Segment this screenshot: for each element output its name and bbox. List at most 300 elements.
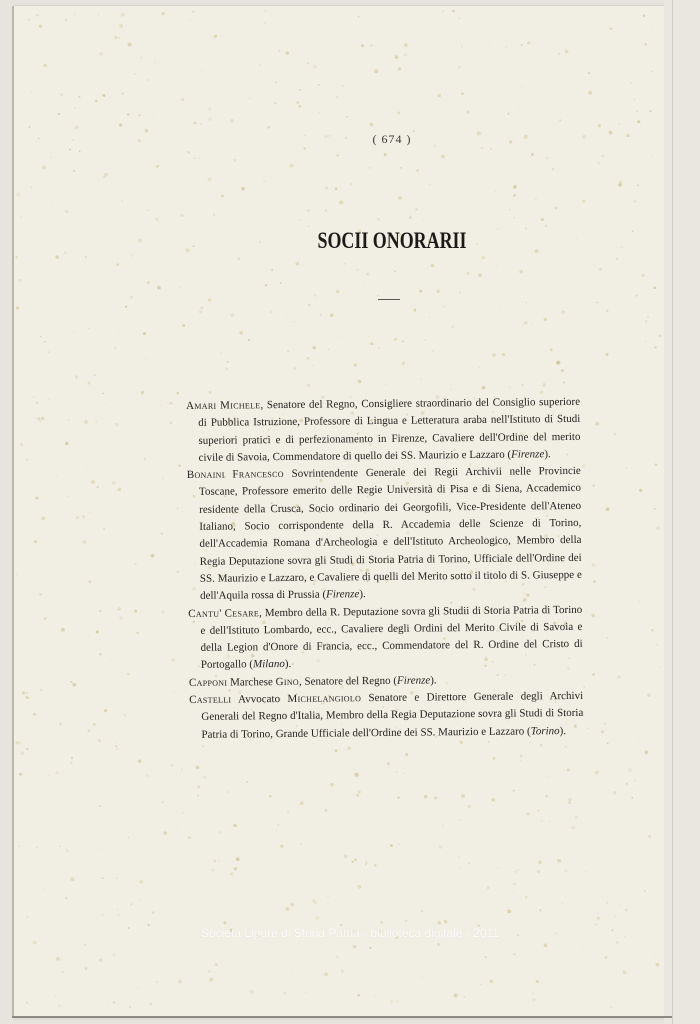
foxing-spot xyxy=(248,339,250,341)
foxing-spot xyxy=(460,867,461,868)
foxing-spot xyxy=(213,860,216,863)
foxing-spot xyxy=(39,593,42,596)
foxing-spot xyxy=(509,209,511,211)
foxing-spot xyxy=(252,167,253,168)
foxing-spot xyxy=(211,869,214,872)
foxing-spot xyxy=(307,62,309,64)
foxing-spot xyxy=(219,830,223,834)
foxing-spot xyxy=(313,900,315,902)
foxing-spot xyxy=(444,306,445,307)
foxing-spot xyxy=(513,217,515,219)
foxing-spot xyxy=(620,905,621,906)
foxing-spot xyxy=(409,216,412,219)
foxing-spot xyxy=(542,855,543,856)
member-entry-castelli xyxy=(189,688,584,744)
foxing-spot xyxy=(610,27,613,30)
foxing-spot xyxy=(279,50,281,52)
foxing-spot xyxy=(452,10,455,13)
foxing-spot xyxy=(582,200,586,204)
foxing-spot xyxy=(313,346,316,349)
foxing-spot xyxy=(616,267,617,268)
foxing-spot xyxy=(655,1001,656,1002)
foxing-spot xyxy=(631,797,633,799)
foxing-spot xyxy=(194,122,197,125)
foxing-spot xyxy=(144,458,146,460)
foxing-spot xyxy=(241,187,245,191)
foxing-spot xyxy=(36,71,37,72)
foxing-spot xyxy=(396,1000,398,1002)
foxing-spot xyxy=(568,801,571,804)
foxing-spot xyxy=(482,256,485,259)
foxing-spot xyxy=(370,342,373,345)
foxing-spot xyxy=(56,255,59,258)
foxing-spot xyxy=(467,329,468,330)
foxing-spot xyxy=(630,82,632,84)
foxing-spot xyxy=(531,324,532,325)
foxing-spot xyxy=(136,632,139,635)
foxing-spot xyxy=(525,755,527,757)
foxing-spot xyxy=(374,864,377,867)
foxing-spot xyxy=(419,290,422,293)
foxing-spot xyxy=(369,947,371,949)
foxing-spot xyxy=(294,321,295,322)
foxing-spot xyxy=(88,635,89,636)
foxing-spot xyxy=(33,941,37,945)
foxing-spot xyxy=(95,772,96,773)
foxing-spot xyxy=(424,795,428,799)
foxing-spot xyxy=(384,153,387,156)
foxing-spot xyxy=(442,11,444,13)
foxing-spot xyxy=(644,890,646,892)
foxing-spot xyxy=(19,846,21,848)
foxing-spot xyxy=(582,948,583,949)
foxing-spot xyxy=(536,980,539,983)
foxing-spot xyxy=(66,849,69,852)
foxing-spot xyxy=(355,832,356,833)
foxing-spot xyxy=(520,760,522,762)
foxing-spot xyxy=(563,381,565,383)
foxing-spot xyxy=(539,909,542,912)
foxing-spot xyxy=(619,123,620,124)
foxing-spot xyxy=(515,374,516,375)
foxing-spot xyxy=(336,290,339,293)
foxing-spot xyxy=(415,209,417,211)
foxing-spot xyxy=(377,295,379,297)
member-surname: Capponi xyxy=(188,676,228,689)
foxing-spot xyxy=(617,675,620,678)
foxing-spot xyxy=(561,369,564,372)
foxing-spot xyxy=(565,869,568,872)
foxing-spot xyxy=(637,120,640,123)
foxing-spot xyxy=(291,969,292,970)
foxing-spot xyxy=(265,284,267,286)
foxing-spot xyxy=(127,837,129,839)
foxing-spot xyxy=(68,419,70,421)
foxing-spot xyxy=(571,826,574,829)
foxing-spot xyxy=(208,117,211,120)
foxing-spot xyxy=(441,155,445,159)
foxing-spot xyxy=(308,304,310,306)
foxing-spot xyxy=(312,743,314,745)
foxing-spot xyxy=(174,691,175,692)
foxing-spot xyxy=(98,15,99,16)
foxing-spot xyxy=(398,67,402,71)
foxing-spot xyxy=(550,348,553,351)
foxing-spot xyxy=(642,274,645,277)
foxing-spot xyxy=(545,795,548,798)
foxing-spot xyxy=(277,824,279,826)
foxing-spot xyxy=(496,265,497,266)
foxing-spot xyxy=(313,901,316,904)
member-entry-end: ). xyxy=(559,724,567,737)
foxing-spot xyxy=(16,574,17,575)
foxing-spot xyxy=(15,741,19,745)
foxing-spot xyxy=(458,856,459,857)
foxing-spot xyxy=(119,24,123,28)
foxing-spot xyxy=(130,296,132,298)
foxing-spot xyxy=(341,970,344,973)
member-entry-bonaini xyxy=(187,463,582,605)
foxing-spot xyxy=(521,384,523,386)
foxing-spot xyxy=(648,835,651,838)
foxing-spot xyxy=(139,114,141,116)
foxing-spot xyxy=(394,270,396,272)
foxing-spot xyxy=(526,302,528,304)
foxing-spot xyxy=(88,580,91,583)
foxing-spot xyxy=(65,19,67,21)
foxing-spot xyxy=(492,798,496,802)
foxing-spot xyxy=(233,159,236,162)
foxing-spot xyxy=(264,10,266,12)
member-list xyxy=(186,394,584,744)
foxing-spot xyxy=(350,183,353,186)
foxing-spot xyxy=(643,15,645,17)
foxing-spot xyxy=(347,747,350,750)
foxing-spot xyxy=(637,184,639,186)
foxing-spot xyxy=(78,96,80,98)
foxing-spot xyxy=(610,1007,612,1009)
foxing-spot xyxy=(127,113,130,116)
foxing-spot xyxy=(325,186,328,189)
foxing-spot xyxy=(589,644,590,645)
foxing-spot xyxy=(515,871,517,873)
foxing-spot xyxy=(153,114,154,115)
foxing-spot xyxy=(202,745,204,747)
foxing-spot xyxy=(234,824,237,827)
foxing-spot xyxy=(182,511,183,512)
foxing-spot xyxy=(599,268,602,271)
foxing-spot xyxy=(354,363,357,366)
foxing-spot xyxy=(649,110,651,112)
foxing-spot xyxy=(203,776,206,779)
foxing-spot xyxy=(149,1003,152,1006)
foxing-spot xyxy=(16,306,19,309)
foxing-spot xyxy=(178,464,181,467)
foxing-spot xyxy=(102,914,104,916)
foxing-spot xyxy=(437,943,440,946)
foxing-spot xyxy=(143,332,146,335)
foxing-spot xyxy=(36,14,38,16)
foxing-spot xyxy=(328,349,330,351)
foxing-spot xyxy=(365,861,368,864)
foxing-spot xyxy=(131,255,133,257)
foxing-spot xyxy=(65,442,68,445)
foxing-spot xyxy=(527,41,530,44)
foxing-spot xyxy=(95,864,96,865)
foxing-spot xyxy=(58,1005,60,1007)
foxing-spot xyxy=(607,637,609,639)
foxing-spot xyxy=(565,746,566,747)
foxing-spot xyxy=(160,405,161,406)
foxing-spot xyxy=(644,43,647,46)
foxing-spot xyxy=(285,907,289,911)
foxing-spot xyxy=(429,317,430,318)
foxing-spot xyxy=(307,357,310,360)
foxing-spot xyxy=(366,273,369,276)
foxing-spot xyxy=(405,920,408,923)
foxing-spot xyxy=(512,891,513,892)
foxing-spot xyxy=(521,86,522,87)
foxing-spot xyxy=(637,738,638,739)
foxing-spot xyxy=(654,346,656,348)
foxing-spot xyxy=(325,209,327,211)
foxing-spot xyxy=(75,125,79,129)
foxing-spot xyxy=(162,801,164,803)
foxing-spot xyxy=(546,775,547,776)
foxing-spot xyxy=(636,110,638,112)
foxing-spot xyxy=(80,655,81,656)
foxing-spot xyxy=(339,200,343,204)
foxing-spot xyxy=(87,466,88,467)
foxing-spot xyxy=(56,475,57,476)
foxing-spot xyxy=(96,630,99,633)
foxing-spot xyxy=(480,984,482,986)
foxing-spot xyxy=(479,367,480,368)
foxing-spot xyxy=(208,178,212,182)
foxing-spot xyxy=(467,272,470,275)
foxing-spot xyxy=(114,347,116,349)
member-given-name: Gino xyxy=(275,675,300,688)
foxing-spot xyxy=(651,629,654,632)
foxing-spot xyxy=(55,996,57,998)
foxing-spot xyxy=(157,286,161,290)
foxing-spot xyxy=(111,65,112,66)
foxing-spot xyxy=(155,62,156,63)
foxing-spot xyxy=(26,692,28,694)
foxing-spot xyxy=(497,868,498,869)
foxing-spot xyxy=(86,745,87,746)
foxing-spot xyxy=(304,147,306,149)
foxing-spot xyxy=(614,433,617,436)
foxing-spot xyxy=(626,312,627,313)
foxing-spot xyxy=(26,1002,27,1003)
foxing-spot xyxy=(85,256,87,258)
foxing-spot xyxy=(178,980,182,984)
foxing-spot xyxy=(387,78,388,79)
foxing-spot xyxy=(416,169,419,172)
foxing-spot xyxy=(604,723,606,725)
foxing-spot xyxy=(284,992,286,994)
foxing-spot xyxy=(450,389,451,390)
foxing-spot xyxy=(575,816,578,819)
foxing-spot xyxy=(591,614,595,618)
member-surname: Bonaini xyxy=(186,468,225,482)
member-description: Sovrintendente Generale dei Regii Archivii nelle Provincie Toscane, Professore emerito delle Regie Università di Pisa e di Siena, Accademico residente della Crusca, Socio ordinario dei Georgofili, Vice-Presidente dell'Ateneo Italiano, Socio corrispondente della R. Accademia delle Scienze di Torino, dell'Accademia Romana d'Archeologia e dell'Istituto Archeologico, Membro della Regia Deputazione sovra gli Studi di Storia Patria di Torino, Ufficiale dell'Ordine dei SS. Maurizio e Lazzaro, e Cavaliere di quelli del Merito sotto il titolo di S. Giuseppe e dell'Aquila rossa di Prussia ( xyxy=(198,465,582,603)
foxing-spot xyxy=(593,580,596,583)
foxing-spot xyxy=(588,72,590,74)
foxing-spot xyxy=(513,194,516,197)
foxing-spot xyxy=(227,791,229,793)
foxing-spot xyxy=(36,402,39,405)
foxing-spot xyxy=(181,98,184,101)
foxing-spot xyxy=(330,314,333,317)
foxing-spot xyxy=(397,112,400,115)
foxing-spot xyxy=(291,216,292,217)
foxing-spot xyxy=(368,336,369,337)
foxing-spot xyxy=(82,515,85,518)
foxing-spot xyxy=(431,264,435,268)
foxing-spot xyxy=(344,854,348,858)
foxing-spot xyxy=(628,768,632,772)
foxing-spot xyxy=(59,723,62,726)
foxing-spot xyxy=(208,970,210,972)
foxing-spot xyxy=(199,310,203,314)
foxing-spot xyxy=(95,421,96,422)
foxing-spot xyxy=(117,488,121,492)
foxing-spot xyxy=(21,216,23,218)
foxing-spot xyxy=(657,644,658,645)
foxing-spot xyxy=(525,896,528,899)
foxing-spot xyxy=(644,750,648,754)
foxing-spot xyxy=(400,167,402,169)
foxing-spot xyxy=(645,320,647,322)
foxing-spot xyxy=(623,970,627,974)
foxing-spot xyxy=(442,825,444,827)
foxing-spot xyxy=(72,683,76,687)
foxing-spot xyxy=(26,916,28,918)
foxing-spot xyxy=(335,749,338,752)
foxing-spot xyxy=(639,489,642,492)
foxing-spot xyxy=(164,831,167,834)
foxing-spot xyxy=(267,126,270,129)
foxing-spot xyxy=(557,859,561,863)
foxing-spot xyxy=(114,36,118,40)
foxing-spot xyxy=(394,338,397,341)
foxing-spot xyxy=(197,785,200,788)
foxing-spot xyxy=(531,153,534,156)
member-description: , Senatore del Regno ( xyxy=(298,674,398,688)
foxing-spot xyxy=(606,353,609,356)
foxing-spot xyxy=(280,282,282,284)
foxing-spot xyxy=(82,116,83,117)
foxing-spot xyxy=(22,691,25,694)
foxing-spot xyxy=(271,269,273,271)
foxing-spot xyxy=(344,263,346,265)
foxing-spot xyxy=(532,998,535,1001)
foxing-spot xyxy=(459,292,461,294)
foxing-spot xyxy=(352,861,354,863)
foxing-spot xyxy=(139,899,140,900)
foxing-spot xyxy=(513,953,516,956)
foxing-spot xyxy=(55,743,56,744)
foxing-spot xyxy=(121,201,122,202)
foxing-spot xyxy=(71,757,73,759)
member-entry-cantu xyxy=(188,601,583,674)
foxing-spot xyxy=(115,423,118,426)
foxing-spot xyxy=(160,532,163,535)
foxing-spot xyxy=(421,911,423,913)
foxing-spot xyxy=(117,609,118,610)
foxing-spot xyxy=(137,987,138,988)
foxing-spot xyxy=(314,294,317,297)
foxing-spot xyxy=(385,384,386,385)
foxing-spot xyxy=(374,69,378,73)
foxing-spot xyxy=(307,210,309,212)
foxing-spot xyxy=(103,528,105,530)
foxing-spot xyxy=(544,944,548,948)
member-title: Marchese xyxy=(227,675,276,689)
foxing-spot xyxy=(634,780,635,781)
foxing-spot xyxy=(358,790,361,793)
foxing-spot xyxy=(134,73,135,74)
foxing-spot xyxy=(39,25,42,28)
foxing-spot xyxy=(51,205,52,206)
foxing-spot xyxy=(541,820,543,822)
member-given-name: Michele xyxy=(220,399,261,412)
foxing-spot xyxy=(95,100,98,103)
foxing-spot xyxy=(79,151,81,153)
foxing-spot xyxy=(598,124,601,127)
foxing-spot xyxy=(432,350,434,352)
foxing-spot xyxy=(380,921,383,924)
foxing-spot xyxy=(50,157,51,158)
page-number: ( 674 ) xyxy=(372,132,412,146)
foxing-spot xyxy=(358,16,360,18)
foxing-spot xyxy=(654,286,657,289)
foxing-spot xyxy=(507,909,511,913)
foxing-spot xyxy=(336,956,338,958)
foxing-spot xyxy=(502,353,505,356)
member-city: Firenze xyxy=(326,588,360,601)
foxing-spot xyxy=(588,91,592,95)
member-city: Firenze xyxy=(396,674,431,687)
foxing-spot xyxy=(19,279,22,282)
foxing-spot xyxy=(43,888,44,889)
member-entry-end: ). xyxy=(544,448,551,461)
foxing-spot xyxy=(152,911,154,913)
foxing-spot xyxy=(404,773,405,774)
foxing-spot xyxy=(20,752,24,756)
foxing-spot xyxy=(271,338,272,339)
foxing-spot xyxy=(15,256,17,258)
foxing-spot xyxy=(505,46,507,48)
foxing-spot xyxy=(588,728,589,729)
foxing-spot xyxy=(528,10,529,11)
foxing-spot xyxy=(88,328,90,330)
foxing-spot xyxy=(286,315,287,316)
foxing-spot xyxy=(117,908,119,910)
foxing-spot xyxy=(230,119,234,123)
foxing-spot xyxy=(141,57,143,59)
member-surname: Cantu' xyxy=(188,607,222,620)
foxing-spot xyxy=(69,184,70,185)
foxing-spot xyxy=(276,830,277,831)
foxing-spot xyxy=(507,112,510,115)
foxing-spot xyxy=(291,286,292,287)
foxing-spot xyxy=(451,326,453,328)
foxing-spot xyxy=(60,93,62,95)
foxing-spot xyxy=(518,110,519,111)
